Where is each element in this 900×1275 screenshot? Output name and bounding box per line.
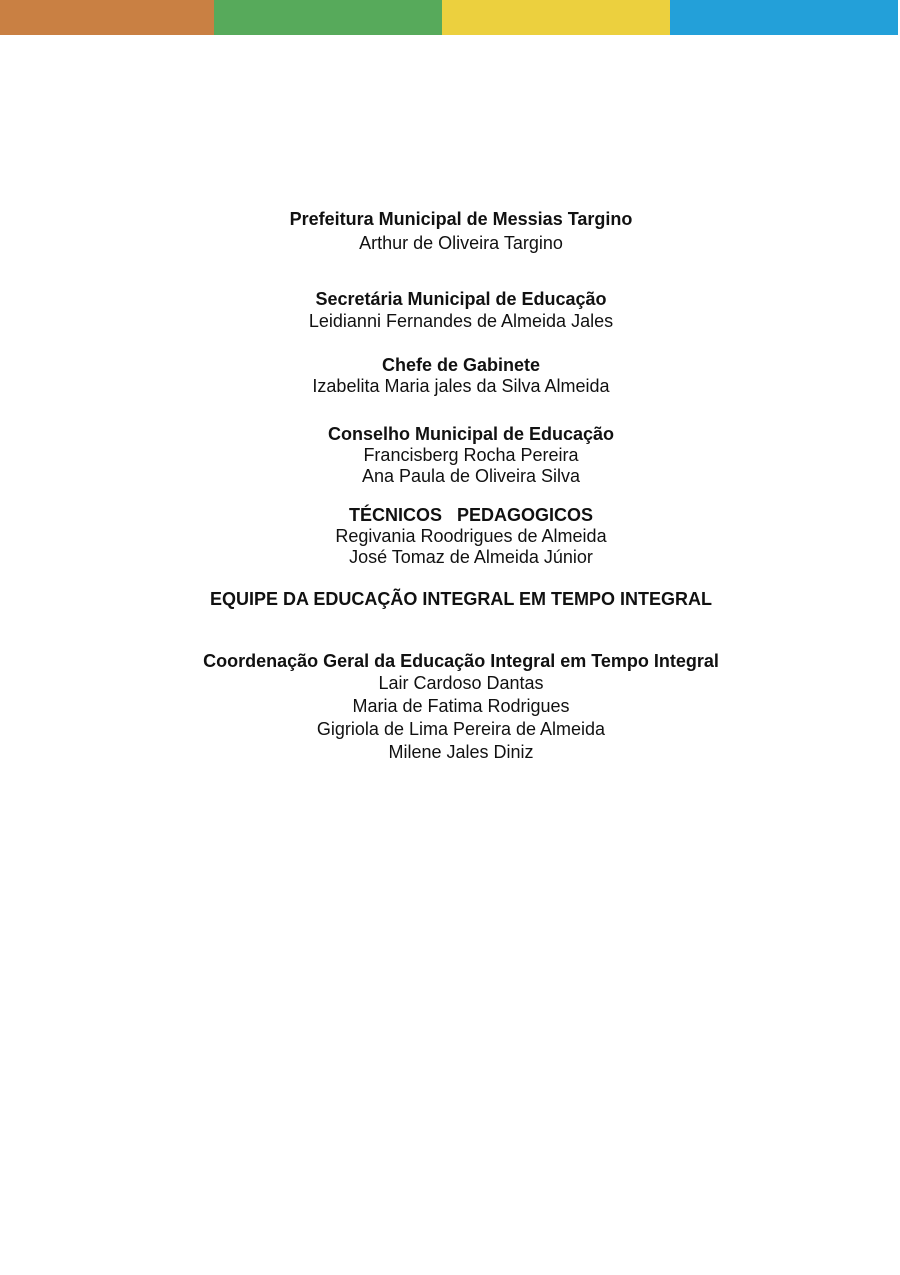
color-bar-green-segment	[214, 0, 442, 35]
prefeito-name: Arthur de Oliveira Targino	[359, 233, 563, 253]
color-bar-yellow-segment	[442, 0, 670, 35]
chefe-heading: Chefe de Gabinete	[381, 355, 541, 375]
coordenacao-member: Lair Cardoso Dantas	[378, 673, 544, 693]
secretaria-heading: Secretária Municipal de Educação	[315, 289, 607, 309]
prefeitura-heading: Prefeitura Municipal de Messias Targino	[289, 209, 633, 229]
chefe-name: Izabelita Maria jales da Silva Almeida	[312, 376, 610, 396]
coordenacao-member: Milene Jales Diniz	[388, 742, 534, 762]
coordenacao-heading: Coordenação Geral da Educação Integral em Tempo Integral	[203, 651, 719, 671]
coordenacao-member: Gigriola de Lima Pereira de Almeida	[316, 719, 606, 739]
secretaria-name: Leidianni Fernandes de Almeida Jales	[308, 311, 614, 331]
conselho-heading: Conselho Municipal de Educação	[327, 424, 615, 444]
color-bar-orange-segment	[0, 0, 214, 35]
conselho-member: Ana Paula de Oliveira Silva	[361, 466, 581, 486]
header-color-bar	[0, 0, 898, 35]
coordenacao-member: Maria de Fatima Rodrigues	[352, 696, 570, 716]
equipe-heading: EQUIPE DA EDUCAÇÃO INTEGRAL EM TEMPO INTEGRAL	[209, 589, 713, 609]
tecnico-member: Regivania Roodrigues de Almeida	[335, 526, 607, 546]
conselho-member: Francisberg Rocha Pereira	[363, 445, 579, 465]
tecnicos-heading: TÉCNICOS PEDAGOGICOS	[348, 505, 594, 525]
tecnico-member: José Tomaz de Almeida Júnior	[349, 547, 593, 567]
color-bar-blue-segment	[670, 0, 898, 35]
